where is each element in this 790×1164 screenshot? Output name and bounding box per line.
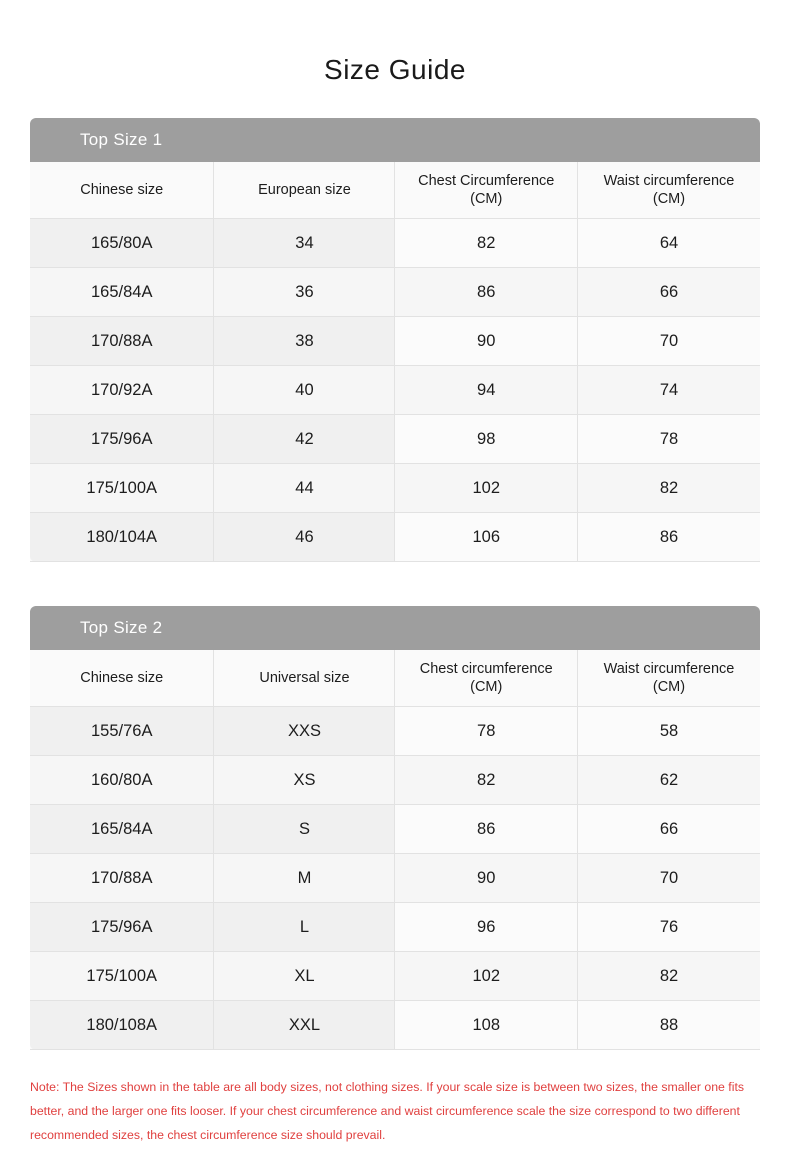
cell-chinese-size: 170/92A [30, 366, 214, 415]
table-row [30, 317, 760, 366]
cell-waist: 66 [577, 805, 760, 854]
column-header [214, 650, 395, 707]
table-band-label-2: Top Size 2 [30, 606, 760, 650]
cell-secondary-size: XXS [214, 707, 395, 756]
column-header-line1: Waist circumference [603, 172, 735, 189]
cell-chinese-size: 165/84A [30, 268, 214, 317]
table-row [30, 805, 760, 854]
cell-waist: 70 [577, 317, 760, 366]
size-table-block-2 [30, 606, 760, 1050]
column-header-line1: Chinese size [80, 181, 164, 198]
cell-chest: 94 [395, 366, 578, 415]
table-head-2 [30, 650, 760, 707]
cell-chest: 102 [395, 952, 578, 1001]
column-header-line1: Universal size [259, 669, 350, 686]
cell-waist: 66 [577, 268, 760, 317]
table-row [30, 952, 760, 1001]
column-header [395, 162, 578, 219]
table-row [30, 366, 760, 415]
cell-waist: 82 [577, 952, 760, 1001]
cell-waist: 76 [577, 903, 760, 952]
cell-chinese-size: 175/96A [30, 903, 214, 952]
page-title: Size Guide [324, 54, 466, 85]
size-table-block-1 [30, 118, 760, 562]
column-header [30, 650, 214, 707]
cell-chinese-size: 175/100A [30, 464, 214, 513]
table-row [30, 756, 760, 805]
cell-chinese-size: 175/100A [30, 952, 214, 1001]
cell-secondary-size: XL [214, 952, 395, 1001]
column-header-line1: European size [258, 181, 351, 198]
cell-chest: 86 [395, 268, 578, 317]
table-body-1 [30, 219, 760, 562]
cell-chinese-size: 165/80A [30, 219, 214, 268]
size-table-1 [30, 162, 760, 562]
cell-chest: 82 [395, 756, 578, 805]
table-head-1 [30, 162, 760, 219]
cell-secondary-size: M [214, 854, 395, 903]
column-header-line1: Chinese size [80, 669, 164, 686]
column-header [577, 650, 760, 707]
cell-secondary-size: 40 [214, 366, 395, 415]
table-row [30, 903, 760, 952]
cell-waist: 78 [577, 415, 760, 464]
cell-chinese-size: 180/108A [30, 1001, 214, 1050]
size-table-2 [30, 650, 760, 1050]
cell-chest: 102 [395, 464, 578, 513]
cell-waist: 64 [577, 219, 760, 268]
cell-chinese-size: 170/88A [30, 317, 214, 366]
cell-chest: 106 [395, 513, 578, 562]
column-header-line2: (CM) [652, 679, 686, 695]
cell-secondary-size: XS [214, 756, 395, 805]
cell-waist: 88 [577, 1001, 760, 1050]
cell-waist: 82 [577, 464, 760, 513]
cell-waist: 70 [577, 854, 760, 903]
column-header-line2: (CM) [470, 679, 503, 695]
cell-chinese-size: 165/84A [30, 805, 214, 854]
cell-chinese-size: 180/104A [30, 513, 214, 562]
cell-chest: 82 [395, 219, 578, 268]
cell-chinese-size: 170/88A [30, 854, 214, 903]
cell-chest: 78 [395, 707, 578, 756]
cell-secondary-size: 42 [214, 415, 395, 464]
cell-secondary-size: S [214, 805, 395, 854]
table-row [30, 268, 760, 317]
cell-waist: 62 [577, 756, 760, 805]
table-row [30, 1001, 760, 1050]
cell-secondary-size: 44 [214, 464, 395, 513]
cell-secondary-size: 36 [214, 268, 395, 317]
table-header-row [30, 162, 760, 219]
cell-secondary-size: XXL [214, 1001, 395, 1050]
column-header [30, 162, 214, 219]
table-row [30, 415, 760, 464]
cell-chest: 90 [395, 317, 578, 366]
table-row [30, 707, 760, 756]
table-header-row [30, 650, 760, 707]
cell-secondary-size: 34 [214, 219, 395, 268]
cell-chest: 90 [395, 854, 578, 903]
cell-chest: 98 [395, 415, 578, 464]
cell-secondary-size: 38 [214, 317, 395, 366]
column-header [577, 162, 760, 219]
cell-secondary-size: L [214, 903, 395, 952]
cell-chest: 96 [395, 903, 578, 952]
cell-chinese-size: 155/76A [30, 707, 214, 756]
table-body-2 [30, 707, 760, 1050]
table-row [30, 464, 760, 513]
cell-chinese-size: 160/80A [30, 756, 214, 805]
column-header-line1: Waist circumference [603, 660, 735, 677]
table-row [30, 513, 760, 562]
column-header-line2: (CM) [652, 191, 686, 207]
cell-chinese-size: 175/96A [30, 415, 214, 464]
column-header-line2: (CM) [470, 191, 503, 207]
cell-waist: 58 [577, 707, 760, 756]
cell-chest: 86 [395, 805, 578, 854]
table-band-label-1: Top Size 1 [30, 118, 760, 162]
table-row [30, 219, 760, 268]
cell-secondary-size: 46 [214, 513, 395, 562]
column-header [395, 650, 578, 707]
size-note: Note: The Sizes shown in the table are all body sizes, not clothing sizes. If your scale size is between two sizes, the smaller one fits better, and the larger one fits looser. If your chest circumference and waist circumference scale the size correspond to two different recommended sizes, the chest circumference size should prevail. [30, 1080, 745, 1142]
cell-chest: 108 [395, 1001, 578, 1050]
cell-waist: 86 [577, 513, 760, 562]
cell-waist: 74 [577, 366, 760, 415]
column-header [214, 162, 395, 219]
column-header-line1: Chest circumference [419, 660, 553, 677]
column-header-line1: Chest Circumference [418, 172, 555, 189]
table-row [30, 854, 760, 903]
